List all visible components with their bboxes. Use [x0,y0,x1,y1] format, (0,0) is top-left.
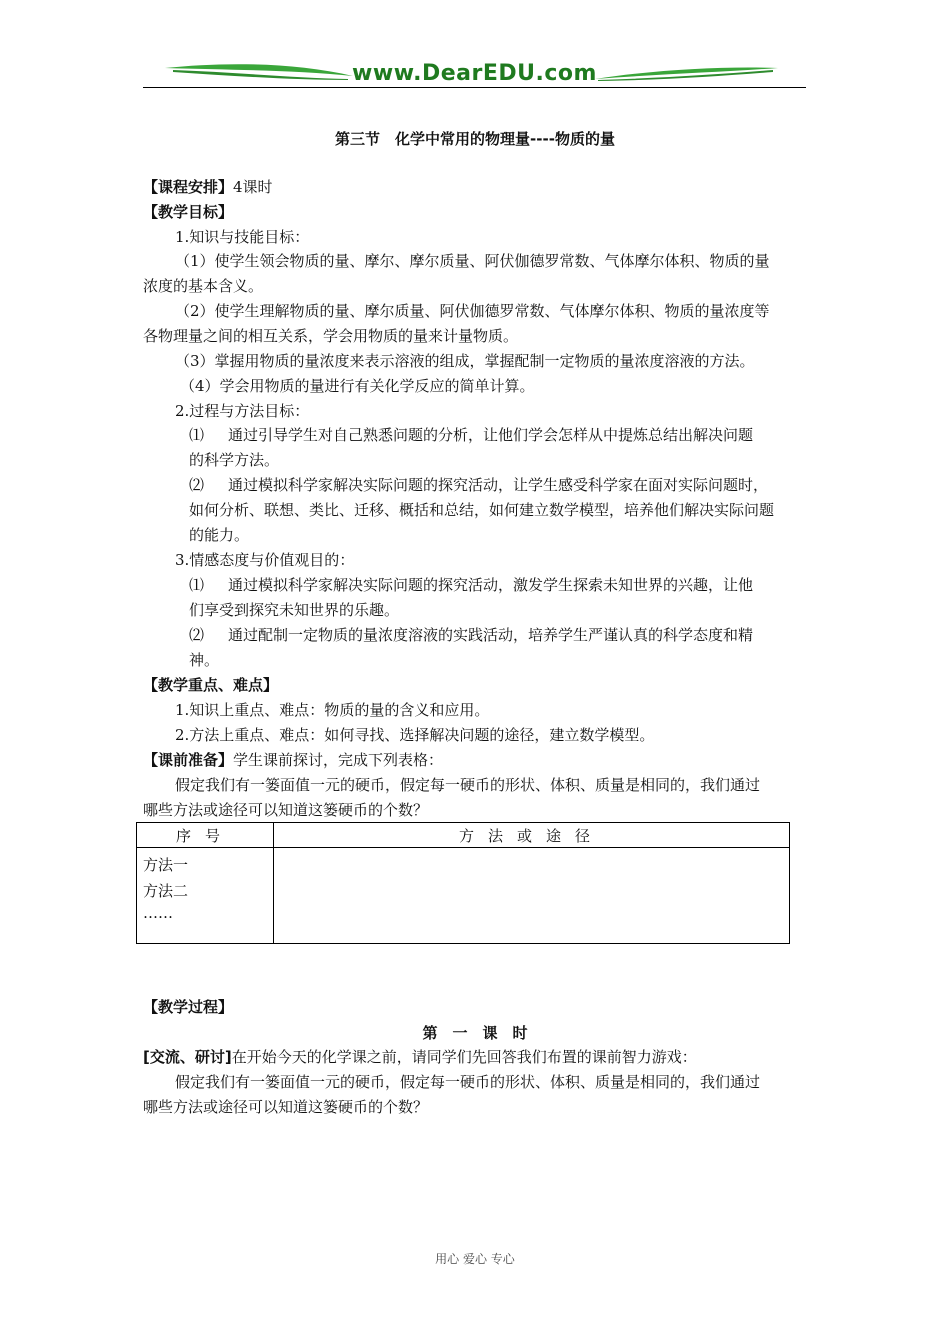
course-line [143,177,273,197]
course-label: 【课程安排】 [143,178,234,196]
table-header-row [137,823,790,848]
goal-k3: （3）掌握用物质的量浓度来表示溶液的组成，掌握配制一定物质的量浓度溶液的方法。 [175,352,755,370]
prep-label: 【课前准备】 [143,751,234,769]
goal-e1b: 们享受到探究未知世界的乐趣。 [189,601,400,619]
goal-p2-num: ⑵ [189,476,205,494]
goal-k1b: 浓度的基本含义。 [143,277,264,295]
prep-question-1: 假定我们有一篓面值一元的硬币，假定每一硬币的形状、体积、质量是相同的，我们通过 [175,776,761,794]
goal-e1-num: ⑴ [189,576,205,594]
discussion-text: 在开始今天的化学课之前，请同学们先回答我们布置的课前智力游戏： [231,1048,697,1066]
header-rule [143,87,806,88]
goal-e1a: 通过模拟科学家解决实际问题的探究活动，激发学生探索未知世界的兴趣，让他 [228,576,754,594]
goals-knowledge-title: 1.知识与技能目标： [175,228,310,246]
goals-emotion-title: 3.情感态度与价值观目的： [175,551,355,569]
page-footer: 用心 爱心 专心 [435,1252,515,1266]
header-banner [143,60,806,90]
process-question-2: 哪些方法或途径可以知道这篓硬币的个数？ [143,1098,429,1116]
key-k1: 1.知识上重点、难点：物质的量的含义和应用。 [175,701,490,719]
goal-p2a: 通过模拟科学家解决实际问题的探究活动，让学生感受科学家在面对实际问题时， [228,476,769,494]
goal-p1a: 通过引导学生对自己熟悉问题的分析，让他们学会怎样从中提炼总结出解决问题 [228,426,754,444]
key-label: 【教学重点、难点】 [143,676,279,694]
goal-e2a: 通过配制一定物质的量浓度溶液的实践活动，培养学生严谨认真的科学态度和精 [228,626,754,644]
prep-line [143,750,443,770]
method-list-cell [137,848,274,944]
method-more: …… [143,904,173,922]
methods-table [136,822,790,944]
goal-p1b: 的科学方法。 [189,451,280,469]
header-method: 方法或途径 [274,823,790,848]
goal-p2c: 的能力。 [189,526,250,544]
goal-k2b: 各物理量之间的相互关系，学会用物质的量来计量物质。 [143,327,519,345]
lesson-heading: 第 一 课 时 [422,1024,528,1042]
goal-p1-num: ⑴ [189,426,205,444]
process-question-1: 假定我们有一篓面值一元的硬币，假定每一硬币的形状、体积、质量是相同的，我们通过 [175,1073,761,1091]
goals-label: 【教学目标】 [143,203,234,221]
goal-e2-num: ⑵ [189,626,205,644]
discussion-label: [交流、研讨] [143,1048,232,1066]
goal-k1a: （1）使学生领会物质的量、摩尔、摩尔质量、阿伏伽德罗常数、气体摩尔体积、物质的量 [175,252,770,270]
prep-question-2: 哪些方法或途径可以知道这篓硬币的个数？ [143,801,429,819]
goal-k4: （4）学会用物质的量进行有关化学反应的简单计算。 [180,377,535,395]
method-2: 方法二 [143,882,189,900]
page-title: 第三节 化学中常用的物理量----物质的量 [335,130,615,148]
goal-k2a: （2）使学生理解物质的量、摩尔质量、阿伏伽德罗常数、气体摩尔体积、物质的量浓度等 [175,302,770,320]
header-index: 序号 [137,823,274,848]
table-row [137,848,790,944]
key-k2: 2.方法上重点、难点：如何寻找、选择解决问题的途径，建立数学模型。 [175,726,655,744]
course-text: 4课时 [233,178,273,196]
process-label: 【教学过程】 [143,998,234,1016]
prep-text: 学生课前探讨，完成下列表格： [233,751,444,769]
method-1: 方法一 [143,856,189,874]
site-url: www.DearEDU.com [352,61,597,86]
goal-p2b: 如何分析、联想、类比、迁移、概括和总结，如何建立数学模型，培养他们解决实际问题 [189,501,775,519]
discussion-line [143,1047,697,1067]
goal-e2b: 神。 [189,651,220,669]
method-detail-cell [274,848,790,944]
goals-process-title: 2.过程与方法目标： [175,402,310,420]
